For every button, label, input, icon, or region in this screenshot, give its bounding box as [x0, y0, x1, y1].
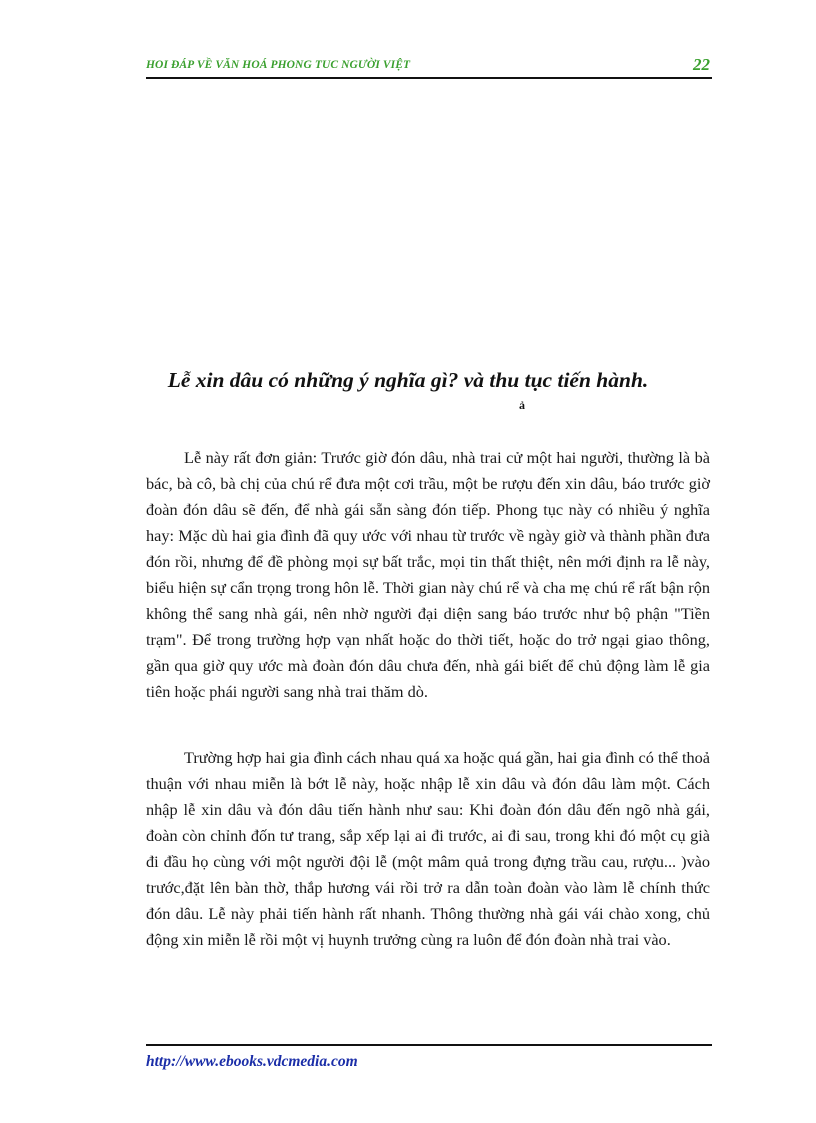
footer-divider	[146, 1044, 712, 1046]
page-number: 22	[693, 55, 710, 74]
stray-diacritic-mark: ả	[519, 398, 525, 412]
footer-website-link[interactable]: http://www.ebooks.vdcmedia.com	[146, 1053, 358, 1070]
running-header	[146, 55, 712, 77]
header-title: HOI ĐÁP VỀ VĂN HOÁ PHONG TUC NGƯỜI VIỆT	[146, 59, 411, 71]
paragraph-1: Lễ này rất đơn giản: Trước giờ đón dâu, nhà trai cử một hai người, thường là bà bác, bà cô, bà chị của chú rể đưa một cơi trầu, một be rượu đến xin dâu, báo trước giờ đoàn đón dâu sẽ đến, để nhà gái sẵn sàng đón tiếp. Phong tục này có nhiều ý nghĩa hay: Mặc dù hai gia đình đã quy ước với nhau từ trước về ngày giờ và thành phần đưa đón rồi, nhưng để đề phòng mọi sự bất trắc, mọi tin thất thiệt, nên mới định ra lễ này, biểu hiện sự cẩn trọng trong hôn lễ. Thời gian này chú rể và cha mẹ chú rể rất bận rộn không thể sang nhà gái, nên nhờ người đại diện sang báo trước như bộ phận "Tiền trạm". Để trong trường hợp vạn nhất hoặc do thời tiết, hoặc do trở ngại giao thông, gần qua giờ quy ước mà đoàn đón dâu chưa đến, nhà gái biết để chủ động làm lễ gia tiên hoặc phái người sang nhà trai thăm dò.	[146, 448, 710, 701]
header-divider	[146, 77, 712, 79]
article-title: Lễ xin dâu có những ý nghĩa gì? và thu tục tiến hành.	[167, 368, 649, 393]
paragraph-2: Trường hợp hai gia đình cách nhau quá xa hoặc quá gần, hai gia đình có thể thoả thuận với nhau miễn là bớt lễ này, hoặc nhập lễ xin dâu và đón dâu làm một. Cách nhập lễ xin dâu và đón dâu tiến hành như sau: Khi đoàn đón dâu đến ngõ nhà gái, đoàn còn chỉnh đốn tư trang, sắp xếp lại ai đi trước, ai đi sau, trong khi đó một cụ già đi đầu họ cùng với một người đội lễ (một mâm quả trong đựng trầu cau, rượu... )vào trước,đặt lên bàn thờ, thắp hương vái rồi trở ra dẫn toàn đoàn vào làm lễ chính thức đón dâu. Lễ này phải tiến hành rất nhanh. Thông thường nhà gái vái chào xong, chủ động xin miễn lễ rồi một vị huynh trưởng cùng ra luôn để đón đoàn nhà trai vào.	[146, 748, 710, 949]
